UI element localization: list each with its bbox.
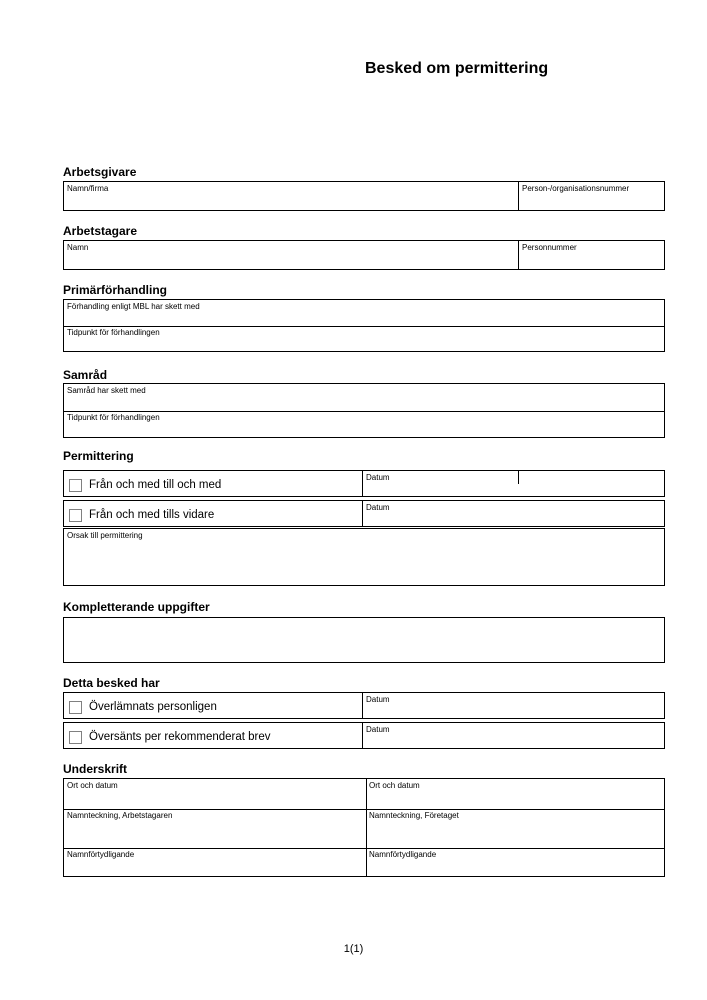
- field-label-datum: Datum: [366, 695, 390, 704]
- field-tidpunkt-forhandling[interactable]: [64, 326, 664, 352]
- checkbox-label-fran-och-med-till-och-med: Från och med till och med: [89, 479, 222, 491]
- field-namnfortydligande-arbetstagaren[interactable]: [64, 848, 366, 878]
- field-label-namnfortydligande: Namnförtydligande: [369, 850, 437, 859]
- besked-option2-row: [63, 722, 665, 749]
- checkbox-fran-och-med-tills-vidare[interactable]: [69, 509, 82, 522]
- field-label-namn: Namn: [67, 243, 89, 252]
- field-kompletterande-uppgifter[interactable]: [63, 617, 665, 663]
- arbetstagare-table: [63, 240, 665, 270]
- field-label-samrad-med: Samråd har skett med: [67, 386, 146, 395]
- section-heading-detta-besked: Detta besked har: [63, 676, 160, 690]
- primarforhandling-table: [63, 299, 665, 352]
- field-samrad-tidpunkt[interactable]: [64, 411, 664, 438]
- arbetsgivare-table: [63, 181, 665, 211]
- field-label-namnfortydligande: Namnförtydligande: [67, 850, 135, 859]
- field-ort-datum-foretag[interactable]: [366, 779, 664, 809]
- field-label-samrad-tidpunkt: Tidpunkt för förhandlingen: [67, 413, 160, 422]
- section-heading-underskrift: Underskrift: [63, 762, 128, 776]
- field-label-personnummer: Personnummer: [522, 243, 577, 252]
- checkbox-fran-och-med-till-och-med[interactable]: [69, 479, 82, 492]
- checkbox-label-overlamnats-personligen: Överlämnats personligen: [89, 701, 217, 713]
- field-label-tidpunkt: Tidpunkt för förhandlingen: [67, 328, 160, 337]
- samrad-table: [63, 383, 665, 438]
- field-permittering-datum1[interactable]: [362, 471, 664, 496]
- field-employer-orgnummer[interactable]: [518, 182, 664, 210]
- checkbox-label-oversants-rekommenderat-brev: Översänts per rekommenderat brev: [89, 731, 271, 743]
- column-tick: [518, 471, 519, 484]
- field-namnteckning-foretaget[interactable]: [366, 809, 664, 848]
- field-label-ort-datum: Ort och datum: [369, 781, 420, 790]
- field-label-orsak: Orsak till permittering: [67, 531, 143, 540]
- field-orsak-till-permittering[interactable]: [63, 528, 665, 586]
- field-label-orgnummer: Person-/organisationsnummer: [522, 184, 630, 193]
- section-heading-kompletterande: Kompletterande uppgifter: [63, 600, 210, 614]
- field-samrad-med[interactable]: [64, 384, 664, 411]
- underskrift-table: [63, 778, 665, 877]
- field-label-ort-datum: Ort och datum: [67, 781, 118, 790]
- field-label-datum: Datum: [366, 725, 390, 734]
- field-besked-datum1[interactable]: [362, 693, 664, 718]
- field-ort-datum-arbetstagare[interactable]: [64, 779, 366, 809]
- field-label-mbl-forhandling: Förhandling enligt MBL har skett med: [67, 302, 200, 311]
- section-heading-samrad: Samråd: [63, 368, 108, 382]
- field-permittering-datum2[interactable]: [362, 501, 664, 526]
- form-title: Besked om permittering: [365, 60, 549, 77]
- permittering-option2-row: [63, 500, 665, 527]
- permittering-option1-row: [63, 470, 665, 497]
- field-label-datum: Datum: [366, 503, 390, 512]
- field-employer-name[interactable]: [64, 182, 518, 210]
- field-namnteckning-arbetstagaren[interactable]: [64, 809, 366, 848]
- checkbox-oversants-rekommenderat-brev[interactable]: [69, 731, 82, 744]
- section-heading-arbetsgivare: Arbetsgivare: [63, 165, 137, 179]
- field-besked-datum2[interactable]: [362, 723, 664, 748]
- field-mbl-forhandling[interactable]: [64, 300, 664, 326]
- page-number: 1(1): [343, 943, 364, 955]
- field-label-namnteckning-foretaget: Namnteckning, Företaget: [369, 811, 459, 820]
- field-label-namn-firma: Namn/firma: [67, 184, 109, 193]
- field-employee-name[interactable]: [64, 241, 518, 269]
- section-heading-arbetstagare: Arbetstagare: [63, 224, 138, 238]
- field-namnfortydligande-foretaget[interactable]: [366, 848, 664, 878]
- field-employee-personnummer[interactable]: [518, 241, 664, 269]
- field-label-datum: Datum: [366, 473, 390, 482]
- checkbox-overlamnats-personligen[interactable]: [69, 701, 82, 714]
- besked-option1-row: [63, 692, 665, 719]
- section-heading-permittering: Permittering: [63, 449, 134, 463]
- checkbox-label-fran-och-med-tills-vidare: Från och med tills vidare: [89, 509, 215, 521]
- field-label-namnteckning-arbetstagaren: Namnteckning, Arbetstagaren: [67, 811, 173, 820]
- section-heading-primarforhandling: Primärförhandling: [63, 283, 168, 297]
